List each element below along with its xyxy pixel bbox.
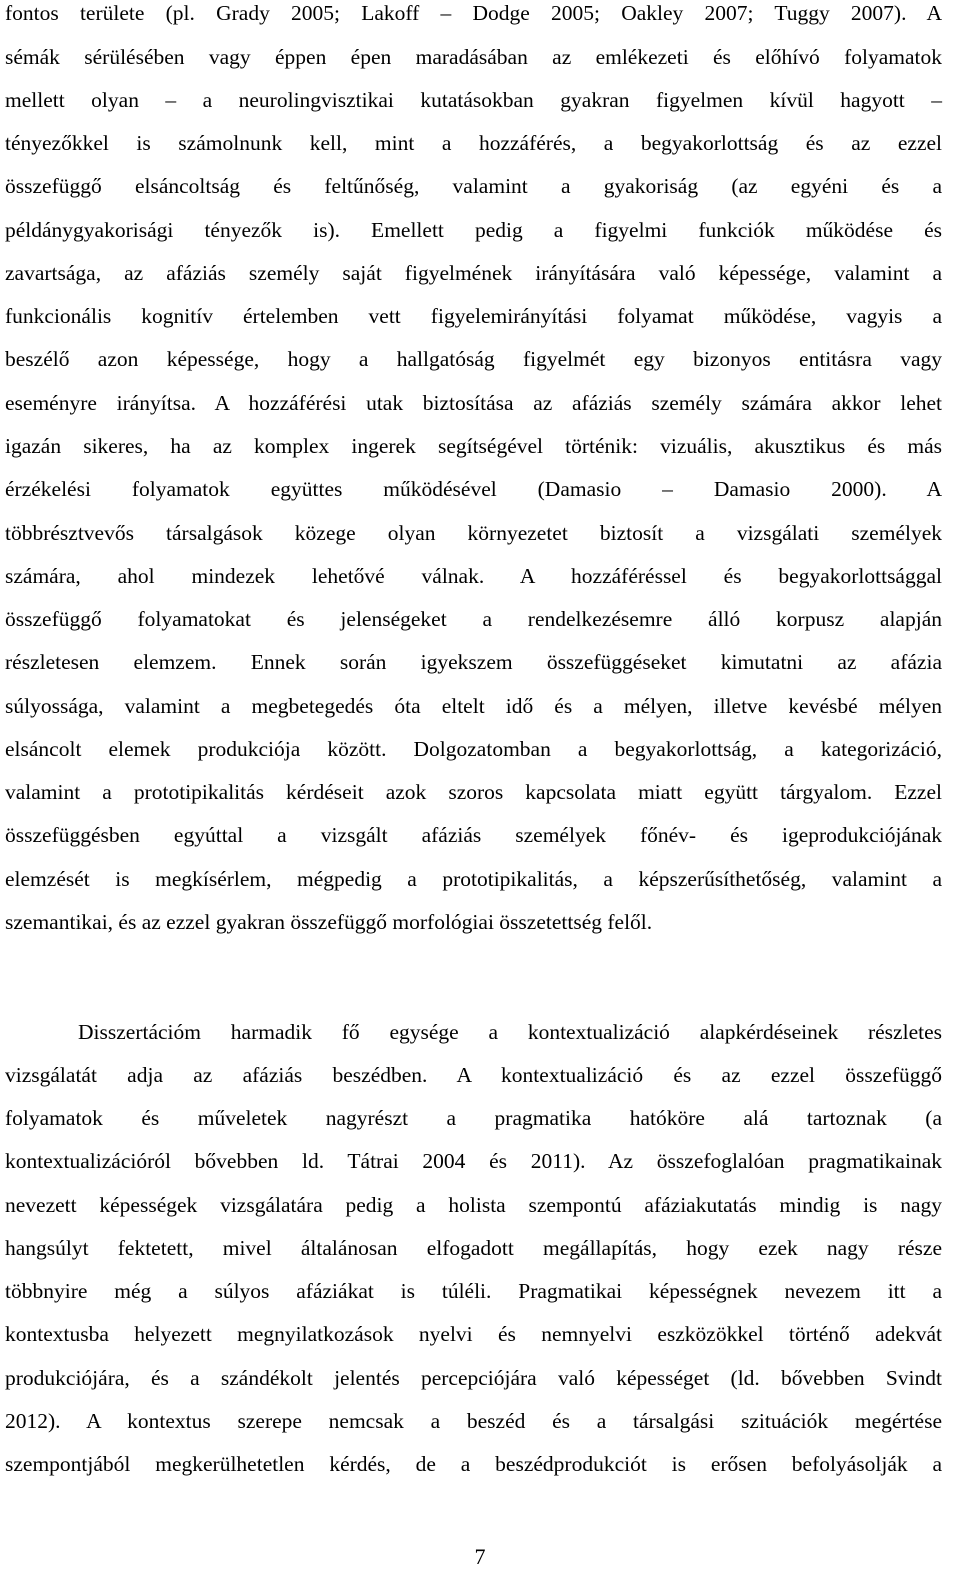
text-line: súlyossága, valamint a megbetegedés óta eltelt idő és a mélyen, illetve kevésbé mélyen xyxy=(5,694,942,718)
text-line: számára, ahol mindezek lehetővé válnak. A hozzáféréssel és begyakorlottsággal xyxy=(5,564,942,588)
text-line: többnyire még a súlyos afáziákat is túléli. Pragmatikai képességnek nevezem itt a xyxy=(5,1279,942,1303)
text-line: összefüggésben egyúttal a vizsgált afáziás személyek főnév- és igeprodukciójának xyxy=(5,823,942,847)
text-line: mellett olyan – a neurolingvisztikai kutatásokban gyakran figyelmen kívül hagyott – xyxy=(5,88,942,112)
text-line: produkciójára, és a szándékolt jelentés percepciójára való képességet (ld. bővebben Svindt xyxy=(5,1366,942,1390)
text-line: eseményre irányítsa. A hozzáférési utak biztosítása az afáziás személy számára akkor lehet xyxy=(5,391,942,415)
text-line: vizsgálatát adja az afáziás beszédben. A kontextualizáció és az ezzel összefüggő xyxy=(5,1063,942,1087)
text-line: elemzését is megkísérlem, mégpedig a prototipikalitás, a képszerűsíthetőség, valamint a xyxy=(5,867,942,891)
text-line: összefüggő folyamatokat és jelenségeket a rendelkezésemre álló korpusz alapján xyxy=(5,607,942,631)
text-line: példánygyakorisági tényezők is). Emellett pedig a figyelmi funkciók működése és xyxy=(5,218,942,242)
text-line: funkcionális kognitív értelemben vett figyelemirányítási folyamat működése, vagyis a xyxy=(5,304,942,328)
text-line: 2012). A kontextus szerepe nemcsak a beszéd és a társalgási szituációk megértése xyxy=(5,1409,942,1433)
text-line: részletesen elemzem. Ennek során igyekszem összefüggéseket kimutatni az afázia xyxy=(5,650,942,674)
text-line: összefüggő elsáncoltság és feltűnőség, valamint a gyakoriság (az egyéni és a xyxy=(5,174,942,198)
text-line: tényezőkkel is számolnunk kell, mint a hozzáférés, a begyakorlottság és az ezzel xyxy=(5,131,942,155)
text-line: valamint a prototipikalitás kérdéseit azok szoros kapcsolata miatt együtt tárgyalom. Ezzel xyxy=(5,780,942,804)
text-line: kontextualizációról bővebben ld. Tátrai 2004 és 2011). Az összefoglalóan pragmatikainak xyxy=(5,1149,942,1173)
text-line: zavartsága, az afáziás személy saját figyelmének irányítására való képessége, valamint a xyxy=(5,261,942,285)
text-line: érzékelési folyamatok együttes működésével (Damasio – Damasio 2000). A xyxy=(5,477,942,501)
page-number: 7 xyxy=(474,1544,486,1569)
text-line: fontos területe (pl. Grady 2005; Lakoff – Dodge 2005; Oakley 2007; Tuggy 2007). A xyxy=(5,1,942,25)
text-line: Disszertációm harmadik fő egysége a kontextualizáció alapkérdéseinek részletes xyxy=(78,1020,942,1044)
text-line: folyamatok és műveletek nagyrészt a pragmatika hatóköre alá tartoznak (a xyxy=(5,1106,942,1130)
text-line: elsáncolt elemek produkciója között. Dolgozatomban a begyakorlottság, a kategorizáció, xyxy=(5,737,942,761)
text-line: kontextusba helyezett megnyilatkozások nyelvi és nemnyelvi eszközökkel történő adekvát xyxy=(5,1322,942,1346)
text-line: többrésztvevős társalgások közege olyan környezetet biztosít a vizsgálati személyek xyxy=(5,521,942,545)
text-line: szemantikai, és az ezzel gyakran összefüggő morfológiai összetettség felől. xyxy=(5,910,653,934)
text-line: nevezett képességek vizsgálatára pedig a holista szempontú afáziakutatás mindig is nagy xyxy=(5,1193,942,1217)
text-line: sémák sérülésében vagy éppen épen maradásában az emlékezeti és előhívó folyamatok xyxy=(5,45,942,69)
text-line: igazán sikeres, ha az komplex ingerek segítségével történik: vizuális, akusztikus és más xyxy=(5,434,942,458)
text-line: szempontjából megkerülhetetlen kérdés, de a beszédprodukciót is erősen befolyásolják a xyxy=(5,1452,942,1476)
text-line: hangsúlyt fektetett, mivel általánosan elfogadott megállapítás, hogy ezek nagy része xyxy=(5,1236,942,1260)
text-line: beszélő azon képessége, hogy a hallgatóság figyelmét egy bizonyos entitásra vagy xyxy=(5,347,942,371)
